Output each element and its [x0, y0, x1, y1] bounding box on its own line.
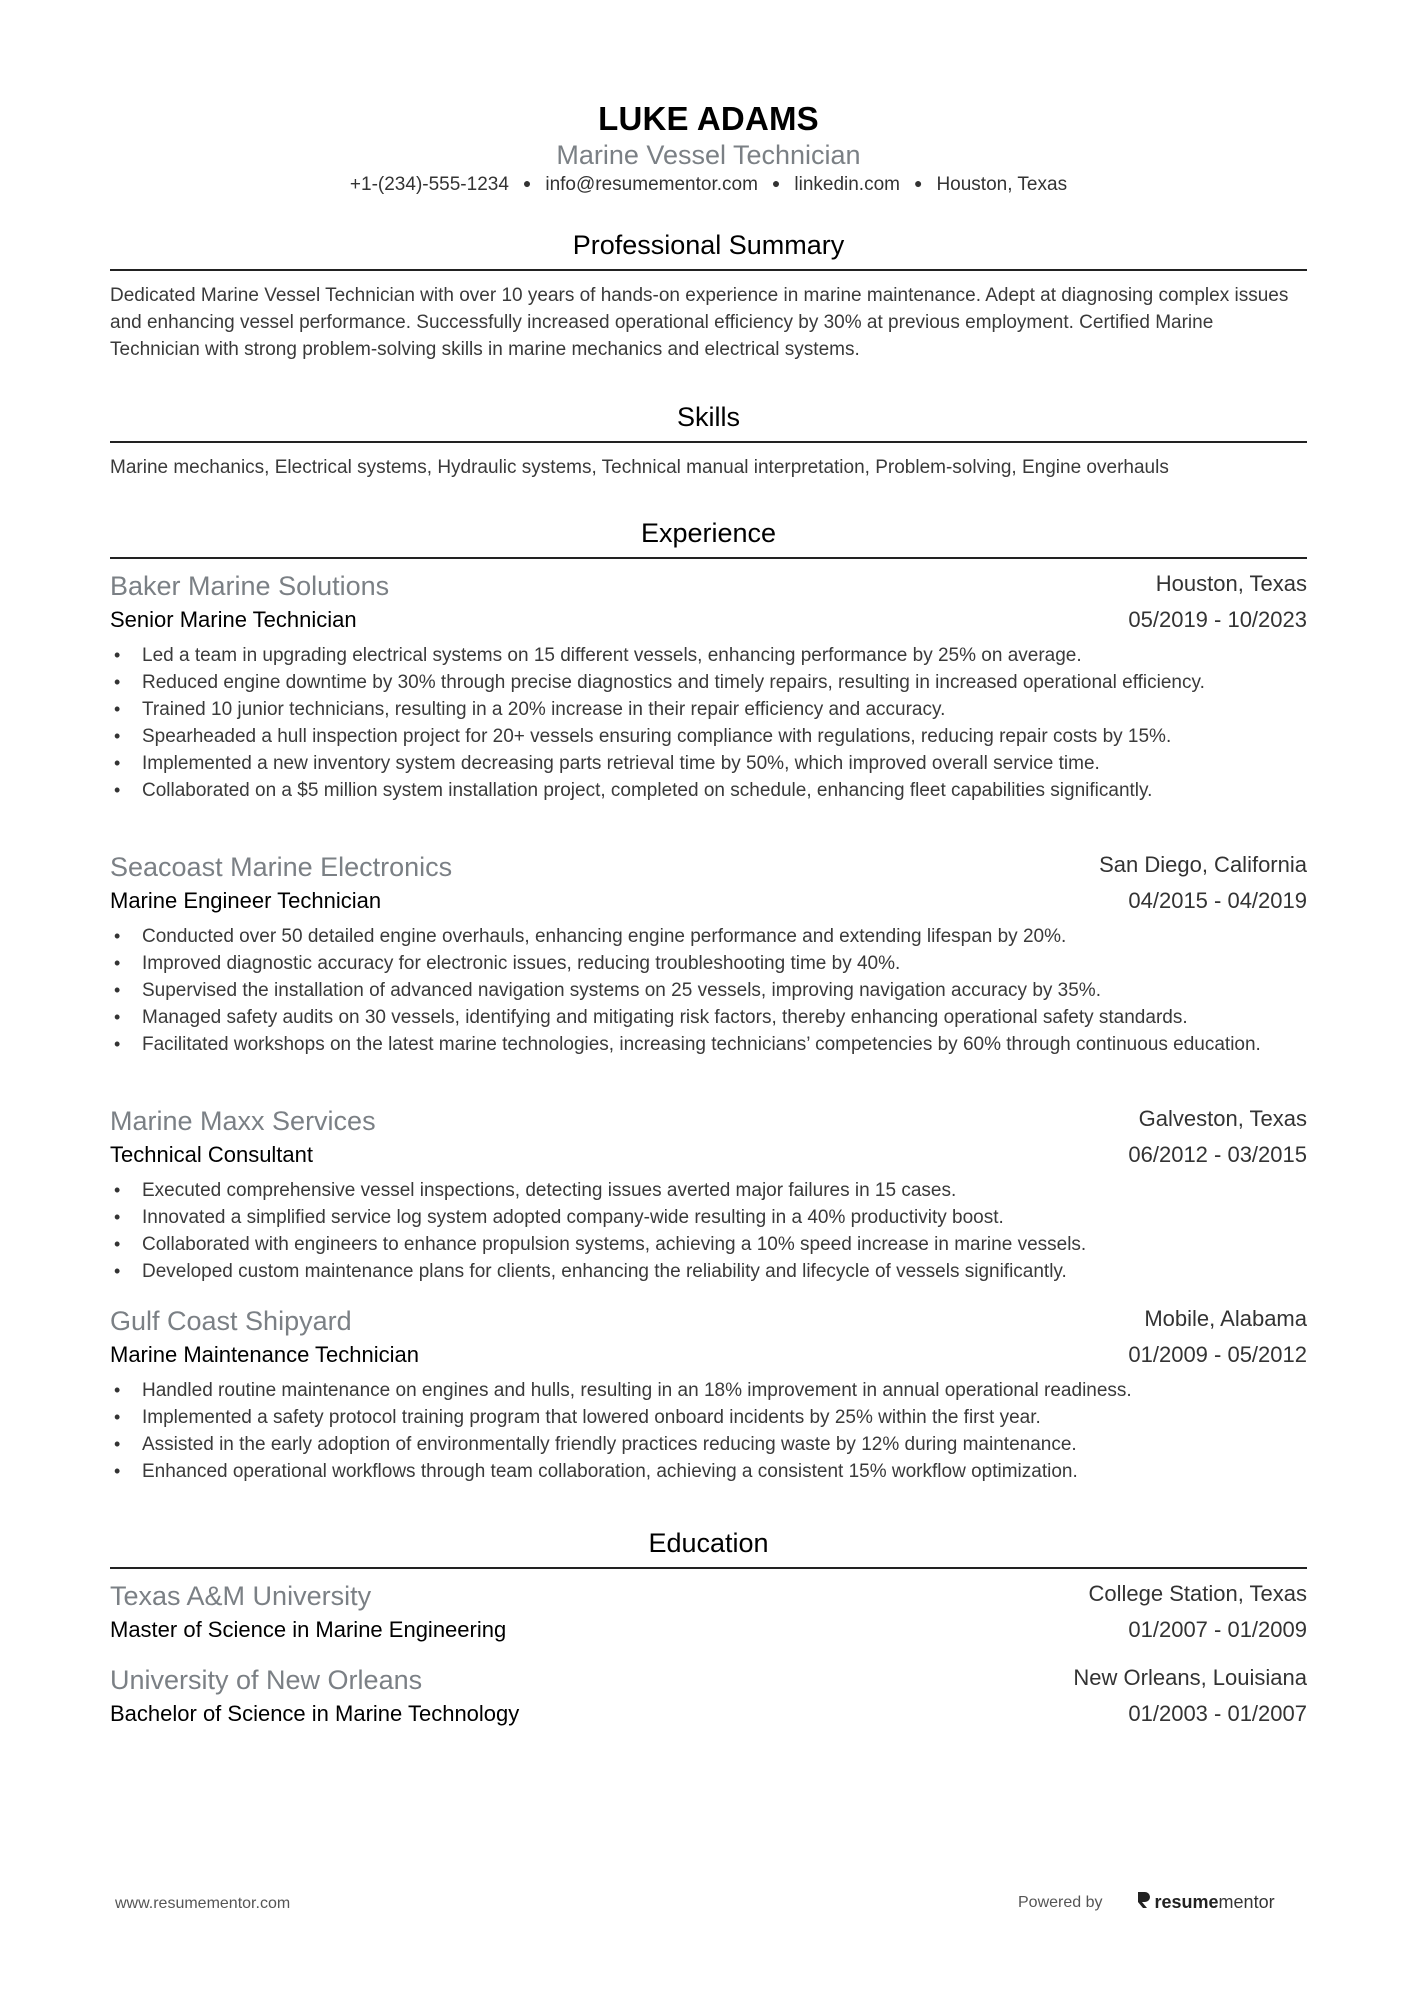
resumementor-logo-icon: [1135, 1890, 1151, 1915]
footer-branding: [1018, 1890, 1275, 1915]
job-dates: 04/2015 - 04/2019: [1128, 888, 1307, 913]
list-item: • Managed safety audits on 30 vessels, identifying and mitigating risk factors, thereby enhancing operational safety standards.: [110, 1004, 1307, 1031]
school-location: College Station, Texas: [1088, 1581, 1307, 1606]
section-title-experience: Experience: [640, 518, 777, 548]
brand-name-rest: mentor: [1218, 1892, 1275, 1912]
list-item: • Developed custom maintenance plans for clients, enhancing the reliability and lifecycle of vessels significantly.: [110, 1258, 1307, 1285]
job-location: Galveston, Texas: [1138, 1106, 1307, 1131]
bullet-separator: ●: [771, 175, 781, 191]
company-name: Marine Maxx Services: [110, 1106, 376, 1136]
list-item: • Assisted in the early adoption of environmentally friendly practices reducing waste by 12% during maintenance.: [110, 1431, 1307, 1458]
school-location: New Orleans, Louisiana: [1073, 1665, 1307, 1690]
job-title: Marine Maintenance Technician: [110, 1342, 419, 1367]
section-divider: [110, 557, 1307, 559]
list-item: • Innovated a simplified service log system adopted company-wide resulting in a 40% productivity boost.: [110, 1204, 1307, 1231]
education-dates: 01/2003 - 01/2007: [1128, 1701, 1307, 1726]
job-bullets: [110, 1377, 1307, 1485]
job-location: San Diego, California: [1099, 852, 1307, 877]
list-item: • Facilitated workshops on the latest marine technologies, increasing technicians’ competencies by 60% through continuous education.: [110, 1031, 1307, 1058]
list-item: • Conducted over 50 detailed engine overhauls, enhancing engine performance and extending lifespan by 20%.: [110, 923, 1307, 950]
list-item: • Spearheaded a hull inspection project for 20+ vessels ensuring compliance with regulations, reducing repair costs by 15%.: [110, 723, 1307, 750]
list-item: • Improved diagnostic accuracy for electronic issues, reducing troubleshooting time by 40%.: [110, 950, 1307, 977]
section-divider: [110, 441, 1307, 443]
list-item: • Trained 10 junior technicians, resulting in a 20% increase in their repair efficiency and accuracy.: [110, 696, 1307, 723]
school-name: Texas A&M University: [110, 1581, 372, 1611]
education-dates: 01/2007 - 01/2009: [1128, 1617, 1307, 1642]
brand-name-bold: resume: [1154, 1892, 1219, 1912]
list-item: • Supervised the installation of advanced navigation systems on 25 vessels, improving navigation accuracy by 35%.: [110, 977, 1307, 1004]
contact-line: [110, 174, 1307, 196]
list-item: • Collaborated on a $5 million system installation project, completed on schedule, enhancing fleet capabilities significantly.: [110, 777, 1307, 804]
phone: +1-(234)-555-1234: [349, 174, 509, 195]
email[interactable]: info@resumementor.com: [545, 174, 758, 195]
list-item: • Implemented a new inventory system decreasing parts retrieval time by 50%, which improved overall service time.: [110, 750, 1307, 777]
degree: Master of Science in Marine Engineering: [110, 1617, 507, 1642]
job-title: Senior Marine Technician: [110, 607, 357, 632]
school-name: University of New Orleans: [110, 1665, 423, 1695]
job-location: Houston, Texas: [1155, 571, 1307, 596]
section-divider: [110, 269, 1307, 271]
list-item: • Reduced engine downtime by 30% through precise diagnostics and timely repairs, resulting in increased operational efficiency.: [110, 669, 1307, 696]
list-item: • Enhanced operational workflows through team collaboration, achieving a consistent 15% workflow optimization.: [110, 1458, 1307, 1485]
powered-by-label: Powered by: [1018, 1893, 1103, 1911]
candidate-role: Marine Vessel Technician: [556, 140, 861, 170]
degree: Bachelor of Science in Marine Technology: [110, 1701, 520, 1726]
job-dates: 01/2009 - 05/2012: [1128, 1342, 1307, 1367]
job-bullets: [110, 923, 1307, 1058]
section-title-education: Education: [648, 1528, 769, 1558]
brand-logo[interactable]: [1135, 1890, 1275, 1915]
job-location: Mobile, Alabama: [1144, 1306, 1307, 1331]
location: Houston, Texas: [936, 174, 1068, 195]
list-item: • Led a team in upgrading electrical systems on 15 different vessels, enhancing performance by 25% on average.: [110, 642, 1307, 669]
company-name: Baker Marine Solutions: [110, 571, 390, 601]
company-name: Seacoast Marine Electronics: [110, 852, 453, 882]
list-item: • Handled routine maintenance on engines and hulls, resulting in an 18% improvement in annual operational readiness.: [110, 1377, 1307, 1404]
job-bullets: [110, 1177, 1307, 1285]
job-bullets: [110, 642, 1307, 804]
linkedin[interactable]: linkedin.com: [794, 174, 900, 195]
list-item: • Collaborated with engineers to enhance propulsion systems, achieving a 10% speed increase in marine vessels.: [110, 1231, 1307, 1258]
section-divider: [110, 1567, 1307, 1569]
section-title-summary: Professional Summary: [572, 230, 845, 260]
section-title-skills: Skills: [676, 402, 740, 432]
company-name: Gulf Coast Shipyard: [110, 1306, 352, 1336]
bullet-separator: ●: [913, 175, 923, 191]
job-dates: 06/2012 - 03/2015: [1128, 1142, 1307, 1167]
list-item: • Executed comprehensive vessel inspections, detecting issues averted major failures in 15 cases.: [110, 1177, 1307, 1204]
job-dates: 05/2019 - 10/2023: [1128, 607, 1307, 632]
skills-text: Marine mechanics, Electrical systems, Hydraulic systems, Technical manual interpretation, Problem-solving, Engine overhauls: [110, 457, 1169, 478]
list-item: • Implemented a safety protocol training program that lowered onboard incidents by 25% within the first year.: [110, 1404, 1307, 1431]
candidate-name: LUKE ADAMS: [598, 100, 819, 137]
summary-text: Dedicated Marine Vessel Technician with over 10 years of hands-on experience in marine maintenance. Adept at diagnosing complex issues and enhancing vessel performance. Successfully increased operational efficiency by 30% at previous employment. Certified Marine Technician with strong problem-solving skills in marine mechanics and electrical systems.: [110, 285, 1289, 360]
bullet-separator: ●: [522, 175, 532, 191]
job-title: Marine Engineer Technician: [110, 888, 382, 913]
footer-website[interactable]: www.resumementor.com: [115, 1895, 291, 1912]
job-title: Technical Consultant: [110, 1142, 314, 1167]
